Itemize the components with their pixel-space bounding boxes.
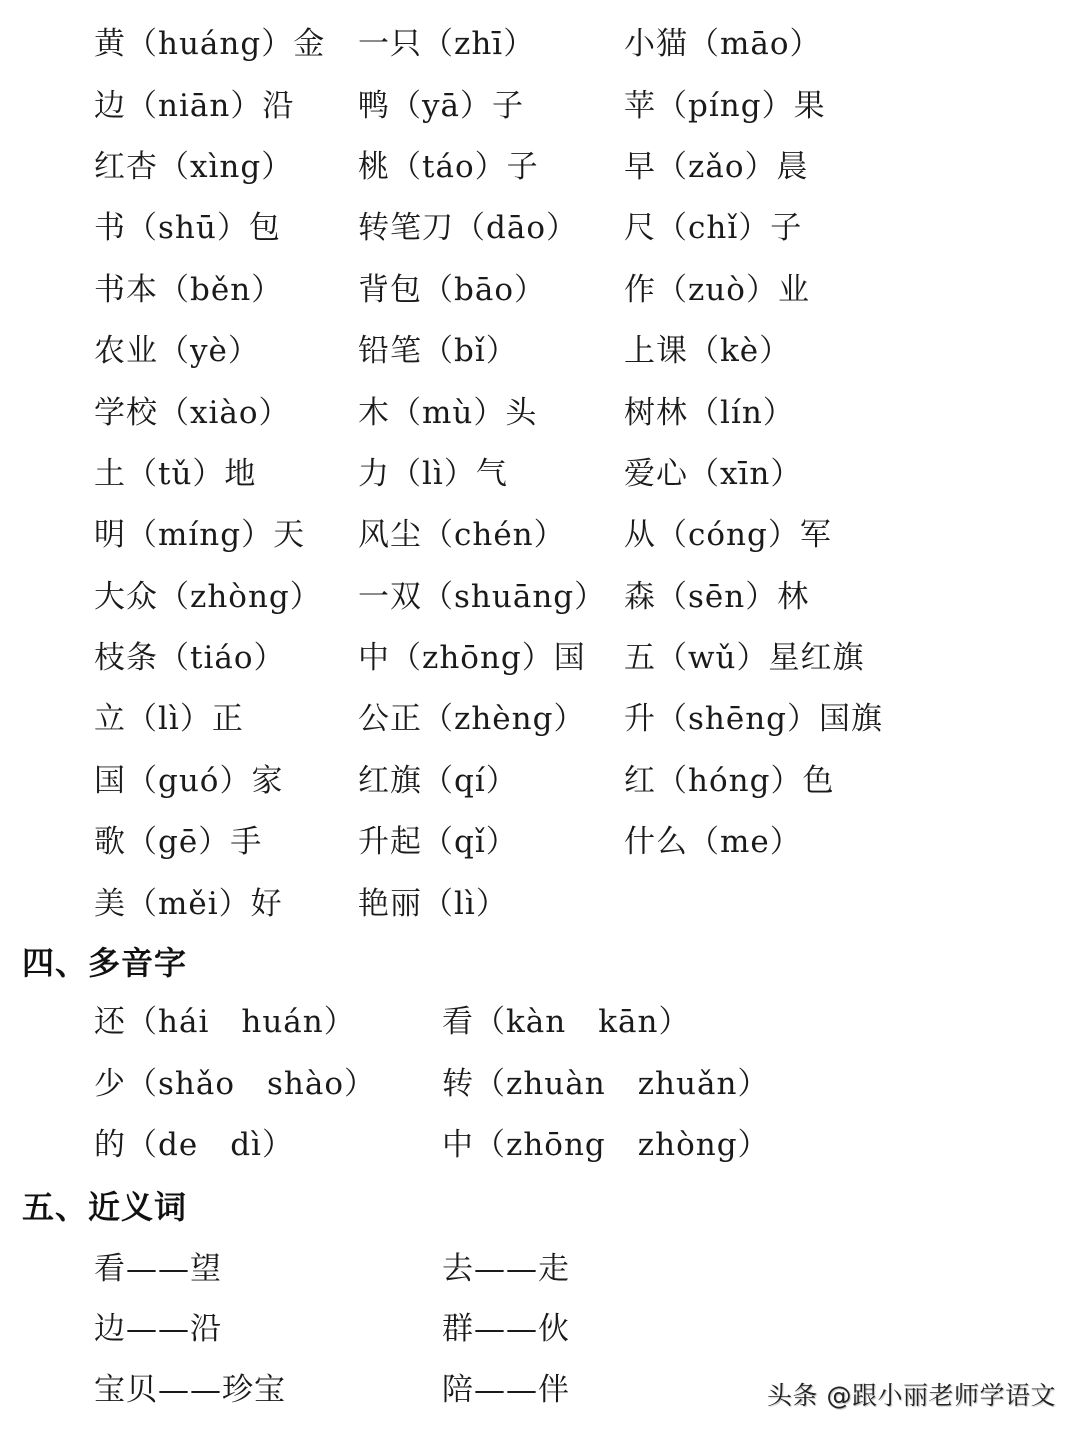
- vocab-row: [94, 133, 924, 194]
- watermark: 头条 @跟小丽老师学语文: [767, 1381, 1056, 1410]
- vocab-item: 尺（chǐ）子: [624, 210, 803, 247]
- polyphonic-row: [94, 1111, 802, 1172]
- vocab-item: 小猫（māo）: [624, 26, 822, 63]
- synonym-item: 群——伙: [442, 1311, 570, 1348]
- vocab-row: [94, 317, 924, 378]
- vocab-item: 枝条（tiáo）: [94, 640, 286, 677]
- vocab-item: 艳丽（lì）: [358, 885, 508, 922]
- vocab-item: 大众（zhòng）: [94, 578, 322, 615]
- vocab-item: 学校（xiào）: [94, 394, 291, 431]
- vocab-row: [94, 256, 924, 317]
- vocab-row: [94, 747, 924, 808]
- polyphonic-item: 少（shǎo shào）: [94, 1065, 377, 1102]
- vocab-item: 鸭（yā）子: [358, 87, 524, 124]
- synonym-item: 宝贝——珍宝: [94, 1371, 286, 1408]
- vocab-row: [94, 869, 924, 930]
- vocab-item: 边（niān）沿: [94, 87, 295, 124]
- vocab-item: 红杏（xìng）: [94, 148, 294, 185]
- vocab-item: 五（wǔ）星红旗: [624, 640, 865, 677]
- polyphonic-row: [94, 988, 802, 1049]
- vocab-item: 转笔刀（dāo）: [358, 210, 578, 247]
- vocab-item: 书本（běn）: [94, 271, 284, 308]
- vocab-row: [94, 501, 924, 562]
- vocab-item: 作（zuò）业: [624, 271, 810, 308]
- vocab-row: [94, 808, 924, 869]
- vocab-item: 国（guó）家: [94, 762, 284, 799]
- vocab-row: [94, 378, 924, 439]
- vocab-row: [94, 194, 924, 255]
- vocab-item: 升起（qǐ）: [358, 824, 518, 861]
- vocab-item: 从（cóng）军: [624, 517, 832, 554]
- vocab-item: 升（shēng）国旗: [624, 701, 884, 738]
- vocab-item: 桃（táo）子: [358, 148, 539, 185]
- synonym-item: 边——沿: [94, 1311, 222, 1348]
- vocab-item: 美（měi）好: [94, 885, 283, 922]
- polyphonic-item: 转（zhuàn zhuǎn）: [442, 1065, 770, 1102]
- vocab-item: 上课（kè）: [624, 333, 792, 370]
- vocab-item: 铅笔（bǐ）: [358, 333, 518, 370]
- vocab-item: 苹（píng）果: [624, 87, 826, 124]
- vocab-item: 树林（lín）: [624, 394, 795, 431]
- vocab-row: [94, 685, 924, 746]
- polyphonic-item: 看（kàn kān）: [442, 1004, 691, 1041]
- synonym-item: 陪——伴: [442, 1371, 570, 1408]
- vocab-item: 中（zhōng）国: [358, 640, 586, 677]
- vocab-item: 一只（zhī）: [358, 26, 536, 63]
- polyphonic-list: [94, 988, 802, 1172]
- vocab-item: 什么（me）: [624, 824, 802, 861]
- synonym-item: 看——望: [94, 1250, 222, 1287]
- vocab-row: [94, 71, 924, 132]
- vocab-row: [94, 624, 924, 685]
- vocab-item: 风尘（chén）: [358, 517, 566, 554]
- section-title-polyphonic: 四、多音字: [22, 944, 188, 982]
- vocab-item: 木（mù）头: [358, 394, 538, 431]
- polyphonic-row: [94, 1049, 802, 1110]
- vocab-item: 黄（huáng）金: [94, 26, 326, 63]
- vocab-item: 森（sēn）林: [624, 578, 810, 615]
- vocab-item: 爱心（xīn）: [624, 455, 803, 492]
- vocab-item: 公正（zhèng）: [358, 701, 586, 738]
- synonyms-list: [94, 1235, 742, 1417]
- vocab-item: 明（míng）天: [94, 517, 306, 554]
- vocab-item: 立（lì）正: [94, 701, 244, 738]
- vocab-row: [94, 440, 924, 501]
- vocab-item: 一双（shuāng）: [358, 578, 607, 615]
- vocab-item: 力（lì）气: [358, 455, 508, 492]
- vocab-item: 红（hóng）色: [624, 762, 835, 799]
- synonym-row: [94, 1235, 742, 1296]
- polyphonic-item: 中（zhōng zhòng）: [442, 1126, 770, 1163]
- vocab-row: [94, 10, 924, 71]
- section-title-synonyms: 五、近义词: [22, 1188, 188, 1226]
- polyphonic-item: 还（hái huán）: [94, 1004, 356, 1041]
- vocab-item: 土（tǔ）地: [94, 455, 257, 492]
- polyphonic-item: 的（de dì）: [94, 1126, 294, 1163]
- synonym-row: [94, 1296, 742, 1357]
- vocab-grid: [94, 10, 924, 931]
- vocab-item: 红旗（qí）: [358, 762, 518, 799]
- vocab-item: 歌（gē）手: [94, 824, 263, 861]
- vocab-row: [94, 563, 924, 624]
- synonym-row: [94, 1356, 742, 1417]
- synonym-item: 去——走: [442, 1250, 570, 1287]
- vocab-item: 农业（yè）: [94, 333, 260, 370]
- vocab-item: 书（shū）包: [94, 210, 281, 247]
- vocab-item: 背包（bāo）: [358, 271, 546, 308]
- vocab-item: 早（zǎo）晨: [624, 148, 809, 185]
